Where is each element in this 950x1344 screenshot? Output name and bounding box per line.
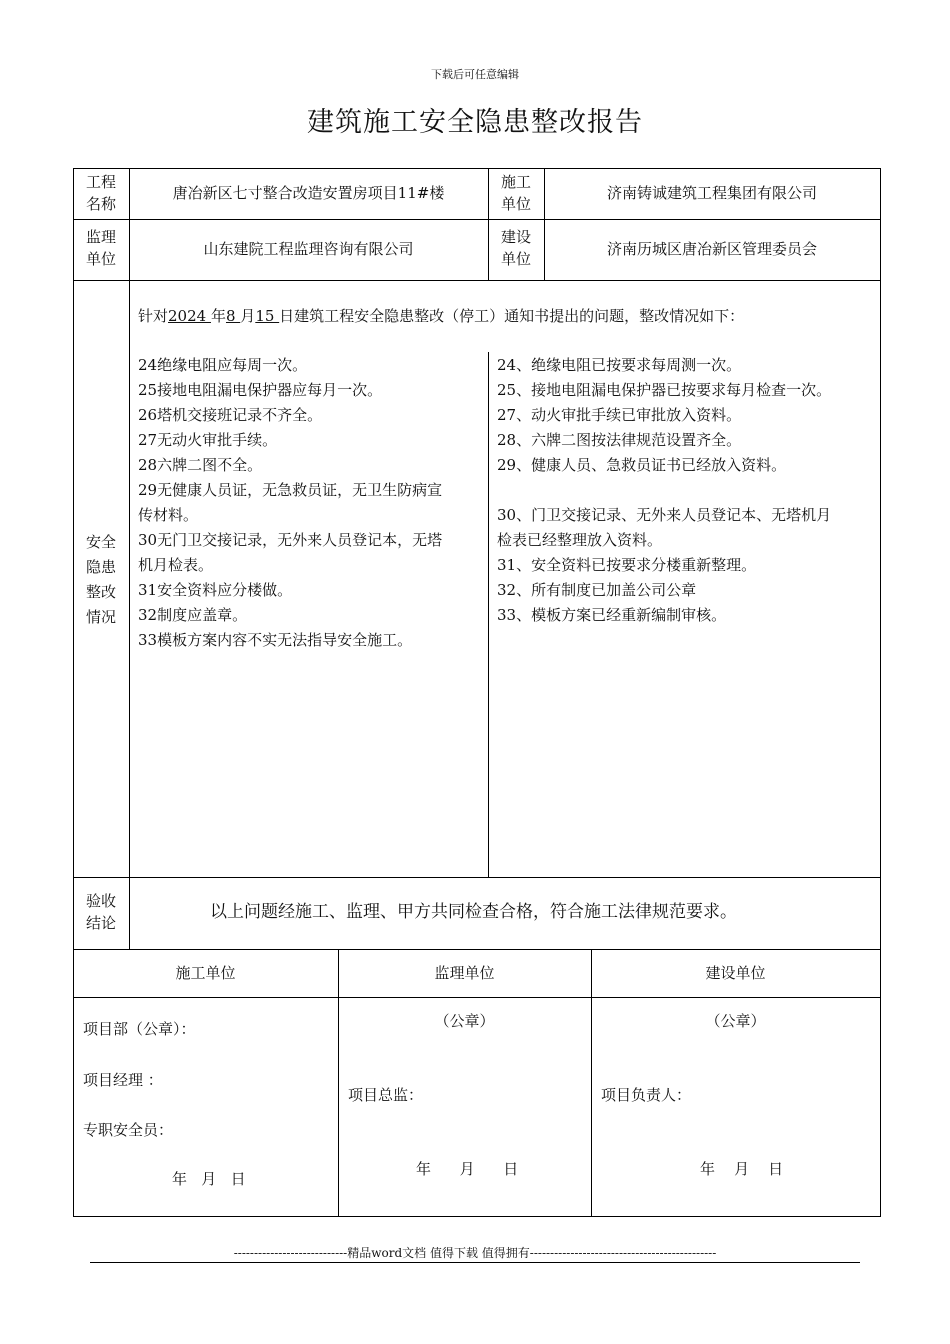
sig-col1-date: 年 月 日	[172, 1170, 246, 1188]
list-item: 28、六牌二图按法律规范设置齐全。	[497, 431, 742, 449]
label-line: 安全	[85, 533, 116, 551]
sig-col3-seal: （公章）	[705, 1012, 766, 1030]
label-line: 单位	[85, 250, 116, 268]
list-item: 26塔机交接班记录不齐全。	[138, 406, 323, 424]
list-item: 24绝缘电阻应每周一次。	[138, 356, 308, 374]
list-item: 检表已经整理放入资料。	[497, 531, 663, 549]
footer-rule	[90, 1262, 860, 1263]
col-divider	[488, 352, 489, 877]
client-unit: 济南历城区唐冶新区管理委员会	[606, 240, 817, 258]
sig-col2-title: 监理单位	[434, 964, 495, 982]
list-item: 传材料。	[138, 506, 199, 524]
list-item: 29无健康人员证，无急救员证，无卫生防病宣	[138, 481, 443, 499]
supervision-unit: 山东建院工程监理咨询有限公司	[203, 240, 414, 258]
list-item: 机月检表。	[138, 556, 214, 574]
intro-prefix: 针对	[138, 307, 169, 325]
label-client-unit	[488, 226, 544, 270]
year-suffix: 年	[210, 307, 226, 325]
label-line: 单位	[500, 250, 531, 268]
sig-col1-seal: 项目部（公章）：	[83, 1020, 196, 1038]
sig-col1-title: 施工单位	[175, 964, 236, 982]
acceptance-conclusion: 以上问题经施工、监理、甲方共同检查合格，符合施工法律规范要求。	[210, 902, 737, 922]
label-line: 整改	[85, 583, 116, 601]
list-item: 30无门卫交接记录，无外来人员登记本，无塔	[138, 531, 443, 549]
list-item: 25、接地电阻漏电保护器已按要求每月检查一次。	[497, 381, 832, 399]
construction-unit: 济南铸诚建筑工程集团有限公司	[606, 184, 817, 202]
label-line: 工程	[85, 173, 116, 191]
list-item: 32、所有制度已加盖公司公章	[497, 581, 697, 599]
list-item: 29、健康人员、急救员证书已经放入资料。	[497, 456, 787, 474]
label-line: 施工	[500, 173, 531, 191]
list-item: 25接地电阻漏电保护器应每月一次。	[138, 381, 383, 399]
list-item: 33模板方案内容不实无法指导安全施工。	[138, 631, 413, 649]
col-divider	[591, 949, 592, 1216]
intro-suffix: 日建筑工程安全隐患整改（停工）通知书提出的问题，整改情况如下：	[279, 307, 745, 325]
col-divider	[338, 949, 339, 1216]
table-border-top	[73, 168, 881, 169]
col-divider	[129, 168, 130, 949]
table-border-left	[73, 168, 74, 1216]
notice-year: 2024	[168, 307, 211, 325]
row-divider	[73, 219, 881, 220]
label-line: 情况	[85, 608, 116, 626]
label-line: 单位	[500, 195, 531, 213]
sig-col1-safety: 专职安全员：	[83, 1121, 174, 1139]
label-line: 隐患	[85, 558, 116, 576]
label-construction-unit	[488, 171, 544, 215]
sig-col2-chief: 项目总监：	[348, 1086, 424, 1104]
page-title: 建筑施工安全隐患整改报告	[307, 107, 643, 138]
row-divider	[73, 949, 881, 950]
list-item: 33、模板方案已经重新编制审核。	[497, 606, 727, 624]
table-border-bottom	[73, 1216, 881, 1217]
sig-col2-date: 年 月 日	[416, 1160, 519, 1178]
sig-col3-date: 年 月 日	[700, 1160, 784, 1178]
list-item: 31安全资料应分楼做。	[138, 581, 293, 599]
rectification-intro	[138, 305, 873, 327]
label-supervision-unit	[73, 226, 129, 270]
sig-col2-seal: （公章）	[434, 1012, 495, 1030]
list-item: 31、安全资料已按要求分楼重新整理。	[497, 556, 757, 574]
label-line: 验收	[85, 892, 116, 910]
sig-col3-title: 建设单位	[705, 964, 766, 982]
label-line: 建设	[500, 228, 531, 246]
row-divider	[73, 280, 881, 281]
list-item	[497, 478, 875, 503]
list-item: 32制度应盖章。	[138, 606, 248, 624]
sig-col1-manager: 项目经理 ：	[83, 1071, 163, 1089]
list-item: 27、动火审批手续已审批放入资料。	[497, 406, 742, 424]
footer-note: ----------------------------精品word文档 值得下载 值得拥有----------------------------------------------	[233, 1246, 717, 1260]
month-suffix: 月	[240, 307, 256, 325]
label-project-name	[73, 171, 129, 215]
notice-day: 15	[255, 307, 280, 325]
label-rectification	[73, 530, 129, 630]
project-name: 唐冶新区七寸整合改造安置房项目11#楼	[172, 184, 445, 202]
list-item: 28六牌二图不全。	[138, 456, 263, 474]
fix-list	[497, 353, 875, 628]
sig-col3-person: 项目负责人：	[601, 1086, 692, 1104]
label-line: 结论	[85, 914, 116, 932]
label-acceptance	[73, 890, 129, 934]
row-divider	[73, 997, 881, 998]
label-line: 名称	[85, 195, 116, 213]
notice-month: 8	[225, 307, 241, 325]
header-note: 下载后可任意编辑	[431, 68, 519, 81]
label-line: 监理	[85, 228, 116, 246]
row-divider	[73, 877, 881, 878]
list-item: 27无动火审批手续。	[138, 431, 278, 449]
issue-list	[138, 353, 483, 653]
list-item: 30、门卫交接记录、无外来人员登记本、无塔机月	[497, 506, 832, 524]
table-border-right	[880, 168, 881, 1216]
list-item: 24、绝缘电阻已按要求每周测一次。	[497, 356, 742, 374]
